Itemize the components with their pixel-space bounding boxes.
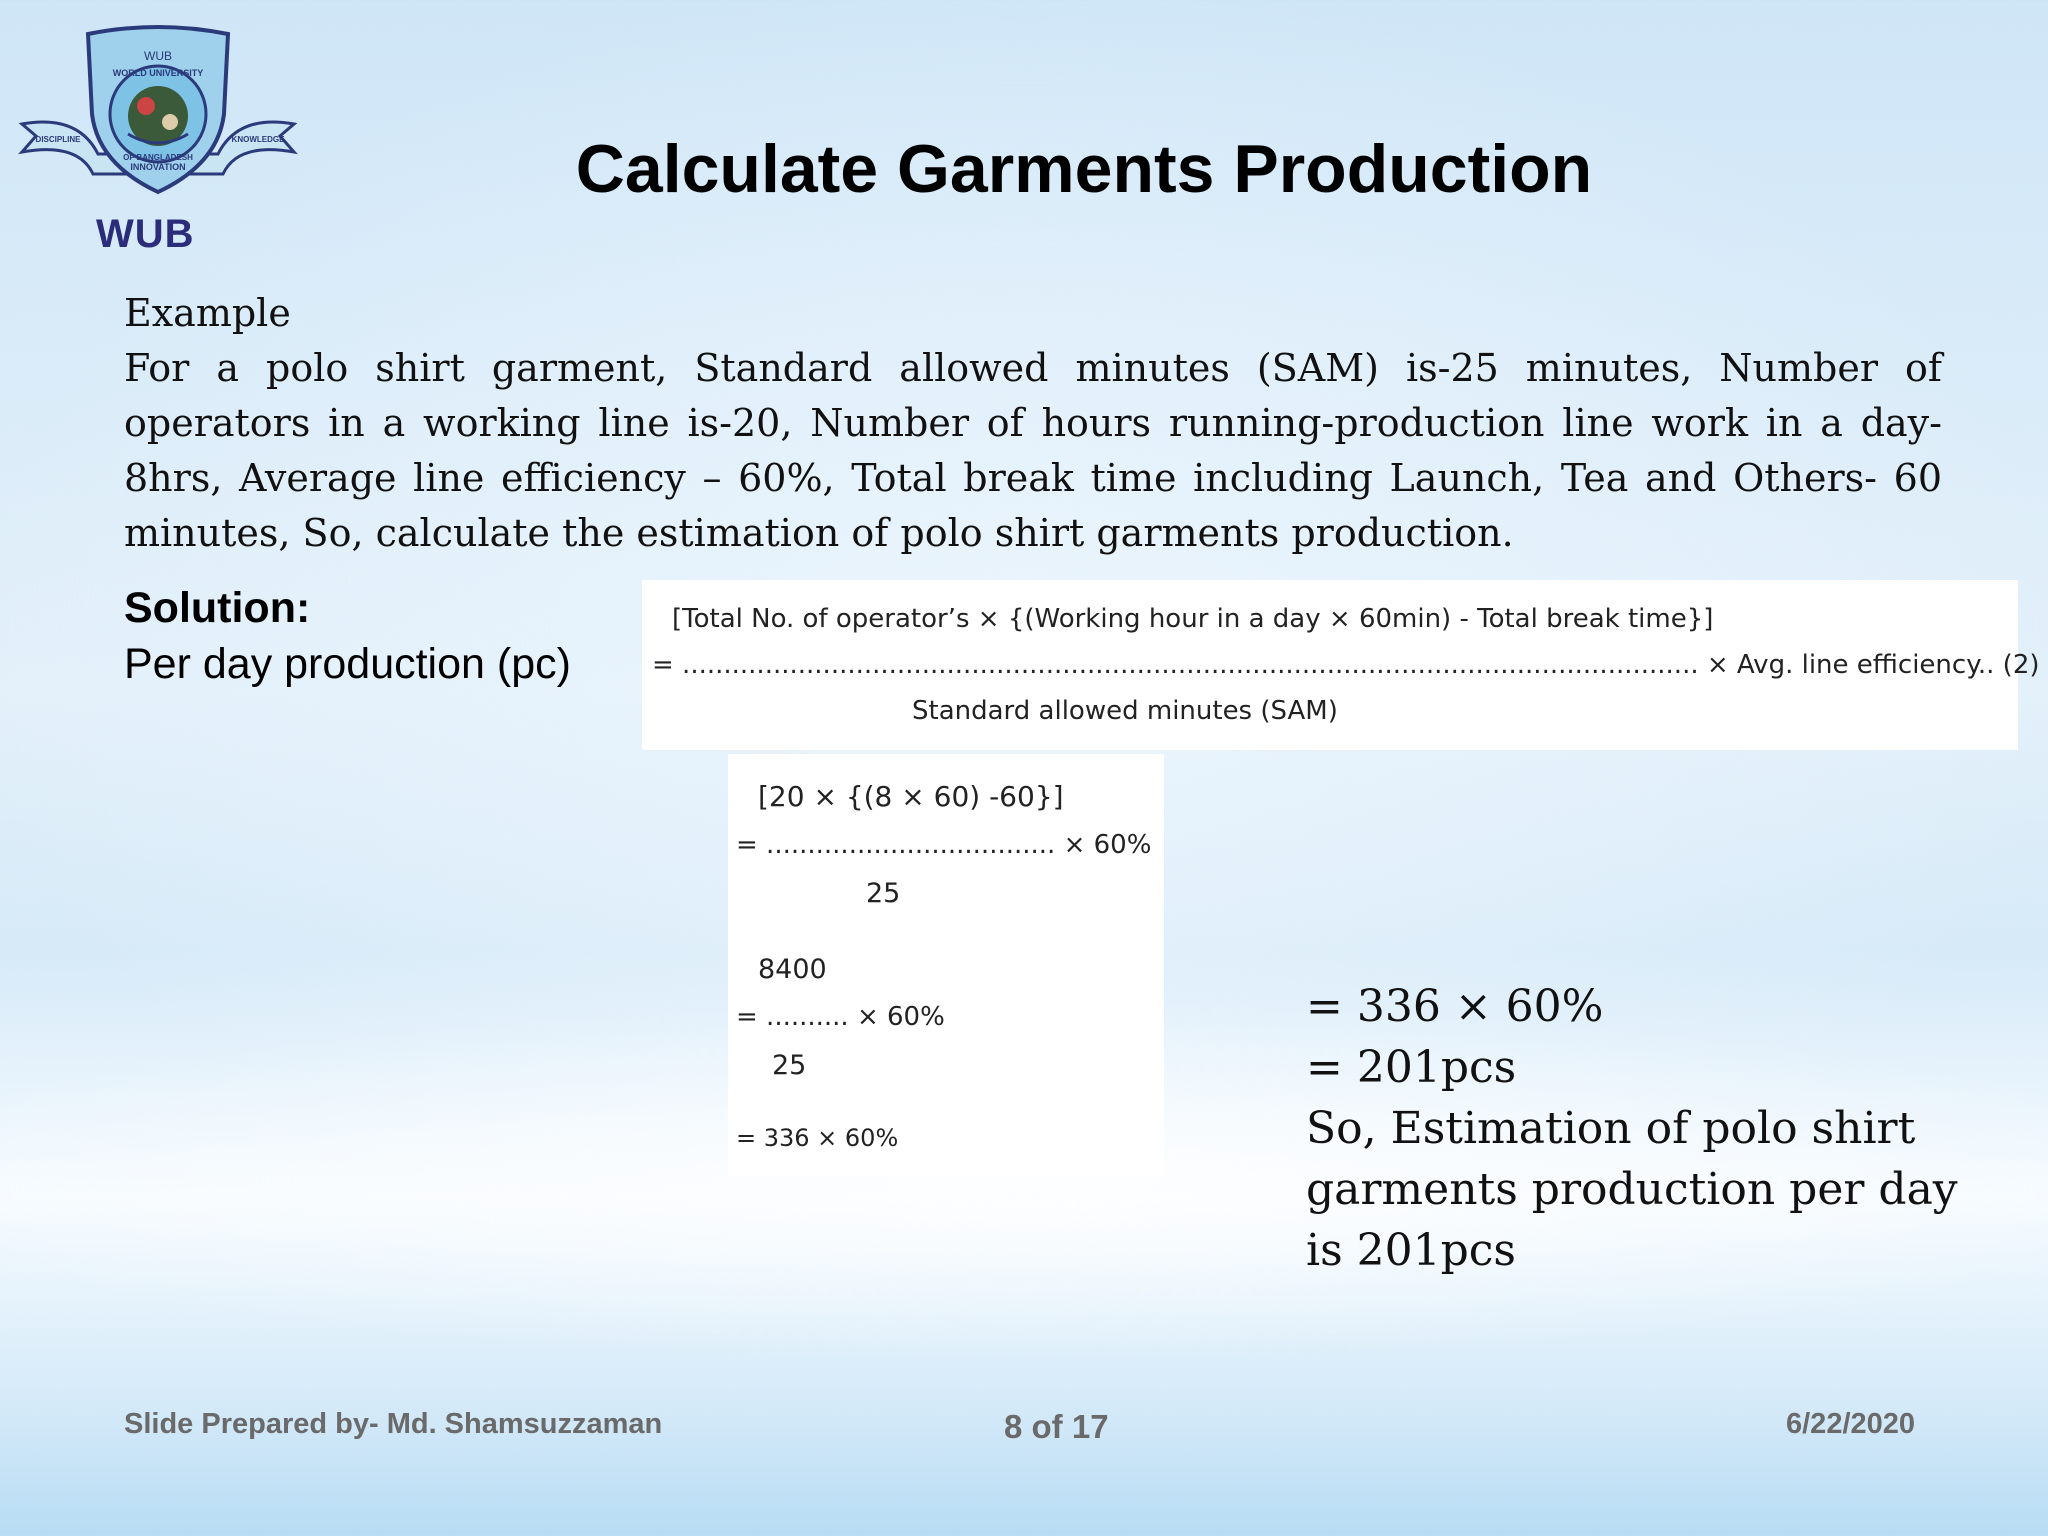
- formula-numerator: [Total No. of operator’s × {(Working hour in a day × 60min) - Total break time}]: [672, 604, 1714, 634]
- example-label: Example: [124, 291, 291, 335]
- ring-university-text: WORLD UNIVERSITY: [112, 68, 204, 78]
- ribbon-left-text: DISCIPLINE: [35, 135, 81, 144]
- ring-bangladesh-text: OF BANGLADESH: [123, 153, 193, 162]
- logo-wordmark: WUB: [96, 212, 195, 256]
- step1-denominator: 25: [866, 878, 901, 909]
- step2-numerator: 8400: [758, 954, 827, 985]
- result-line-1: = 336 × 60%: [1306, 981, 1604, 1032]
- footer-date: 6/22/2020: [1786, 1408, 1916, 1440]
- footer-author: Slide Prepared by- Md. Shamsuzzaman: [124, 1408, 663, 1440]
- result-conclusion: So, Estimation of polo shirt garments production per day is 201pcs: [1306, 1103, 1958, 1276]
- slide-title: Calculate Garments Production: [575, 131, 1593, 207]
- calculation-image: [728, 754, 1164, 1176]
- formula-image: [642, 580, 2040, 750]
- ring-top-text: WUB: [144, 49, 172, 63]
- result-block: [1306, 976, 2006, 1281]
- example-text: For a polo shirt garment, Standard allowed minutes (SAM) is-25 minutes, Number of operators in a working line is-20, Number of hours running-production line work in a day-8hrs, Average line efficiency – 60%, Total break time including Launch, Tea and Others- 60 minutes, So, calculate the estimation of polo shirt garments production.: [124, 346, 1942, 555]
- footer-page-number: 8 of 17: [1004, 1408, 1109, 1445]
- ribbon-center-text: INNOVATION: [130, 162, 186, 172]
- step2-denominator: 25: [772, 1050, 807, 1081]
- example-block: [124, 286, 1942, 561]
- formula-denominator: Standard allowed minutes (SAM): [912, 696, 1338, 726]
- ribbon-right-text: KNOWLEDGE: [231, 135, 285, 144]
- per-day-label: Per day production (pc): [124, 640, 571, 688]
- solution-label: Solution:: [124, 584, 311, 632]
- step3-line: = 336 × 60%: [736, 1124, 899, 1152]
- step2-equals-line: = .......... × 60%: [736, 1002, 945, 1032]
- result-line-2: = 201pcs: [1306, 1042, 1517, 1093]
- step1-equals-line: = ................................... × 60%: [736, 830, 1152, 860]
- step1-numerator: [20 × {(8 × 60) -60}]: [758, 780, 1064, 813]
- formula-equals-line: = ........................................................................................................................... × Avg. line efficiency.. (2): [652, 650, 2040, 680]
- solution-block: [124, 580, 571, 692]
